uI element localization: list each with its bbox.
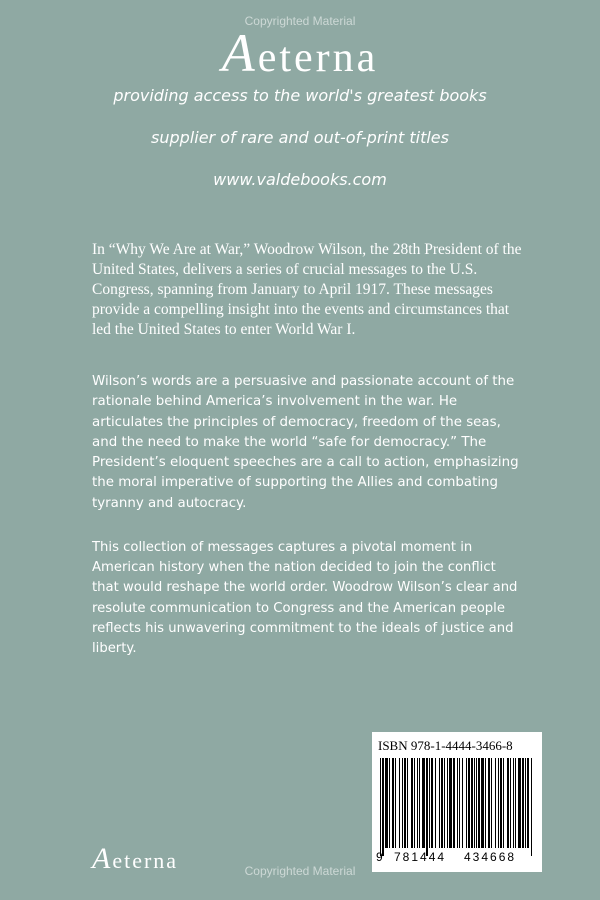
logo-rest-bottom: eterna <box>112 848 179 873</box>
barcode-lead-digit: 9 <box>376 850 383 864</box>
logo-initial: A <box>221 23 258 83</box>
barcode-stripe <box>392 758 394 848</box>
barcode-stripe <box>459 758 460 848</box>
barcode-stripe <box>531 758 532 856</box>
barcode-stripe <box>498 758 499 848</box>
barcode-stripe <box>441 758 443 848</box>
watermark-top: Copyrighted Material <box>244 14 356 28</box>
barcode-stripe <box>407 758 408 848</box>
barcode-stripe <box>435 758 436 848</box>
barcode-stripe <box>404 758 406 848</box>
barcode-stripe <box>417 758 418 848</box>
barcode-stripe <box>518 758 521 848</box>
barcode-stripe <box>481 758 484 848</box>
barcode-stripe <box>447 758 448 848</box>
barcode-left-digits: 781444 <box>394 850 447 864</box>
barcode-stripe <box>419 758 420 848</box>
barcode-stripe <box>402 758 403 848</box>
barcode-stripe <box>414 758 415 848</box>
barcode-stripe <box>495 758 496 848</box>
barcode-stripe <box>453 758 455 848</box>
description-paragraph-2: Wilson’s words are a persuasive and passionate account of the rationale behind America’s involvement in the war. He articulates the principles of democracy, freedom of the seas, and the need to make the world “safe for democracy.” The President’s eloquent speeches are a call to action, emphasizing the moral imperative of supporting the Allies and combating tyranny and autocracy. <box>92 374 519 511</box>
description-paragraph-3: This collection of messages captures a pivotal moment in American history when the nation decided to join the conflict that would reshape the world order. Woodrow Wilson’s clear and resolute communication to Congress and the American people reflects his unwavering commitment to the ideals of justice and liberty. <box>92 540 518 657</box>
barcode-stripe <box>476 758 477 848</box>
barcode-stripe <box>426 758 428 856</box>
barcode-right-digits: 434668 <box>464 850 517 864</box>
barcode-stripe <box>449 758 452 848</box>
barcode-stripe <box>411 758 413 848</box>
barcode-stripe <box>468 758 470 848</box>
barcode-stripe <box>431 758 433 848</box>
barcode-stripe <box>513 758 514 848</box>
barcode-stripe <box>395 758 396 848</box>
barcode-stripe <box>385 758 388 848</box>
tagline-access: providing access to the world's greatest books <box>113 86 487 105</box>
barcode-stripe <box>485 758 486 848</box>
logo-rest: eterna <box>257 35 379 81</box>
watermark-bottom: Copyrighted Material <box>244 864 356 878</box>
barcode-stripe <box>488 758 490 848</box>
barcode-stripe <box>471 758 473 848</box>
isbn-label: ISBN 978-1-4444-3466-8 <box>378 738 513 753</box>
barcode-stripe <box>522 758 524 848</box>
logo-initial-bottom: A <box>92 842 113 875</box>
barcode-stripe <box>525 758 526 848</box>
barcode-bars <box>378 758 536 856</box>
description-paragraph-1: In “Why We Are at War,” Woodrow Wilson, the 28th President of the United States, delivers a series of crucial messages to the U.S. Congress, spanning from January to April 1917. These messages provide a compelling insight into the events and circumstances that led the United States to enter World War I. <box>92 241 522 338</box>
barcode-stripe <box>399 758 400 848</box>
barcode-stripe <box>462 758 463 848</box>
barcode-stripe <box>507 758 509 848</box>
barcode-stripe <box>500 758 502 848</box>
publisher-website: www.valdebooks.com <box>213 170 387 189</box>
barcode-stripe <box>515 758 516 848</box>
barcode-stripe <box>382 758 384 856</box>
barcode-stripe <box>444 758 445 848</box>
barcode-stripe <box>503 758 504 848</box>
barcode-stripe <box>491 758 492 848</box>
barcode-stripe <box>389 758 390 848</box>
tagline-supplier: supplier of rare and out-of-print titles <box>151 128 449 147</box>
barcode-stripe <box>466 758 467 848</box>
barcode-stripe <box>429 758 430 848</box>
barcode-panel <box>372 732 542 872</box>
barcode-stripe <box>510 758 511 848</box>
barcode-stripe <box>422 758 425 848</box>
barcode-stripe <box>457 758 458 848</box>
barcode-stripe <box>439 758 440 848</box>
publisher-logo <box>0 22 600 84</box>
barcode-stripe <box>380 758 381 856</box>
barcode-stripe <box>478 758 480 848</box>
barcode-stripe <box>474 758 475 848</box>
barcode-stripe <box>527 758 529 848</box>
